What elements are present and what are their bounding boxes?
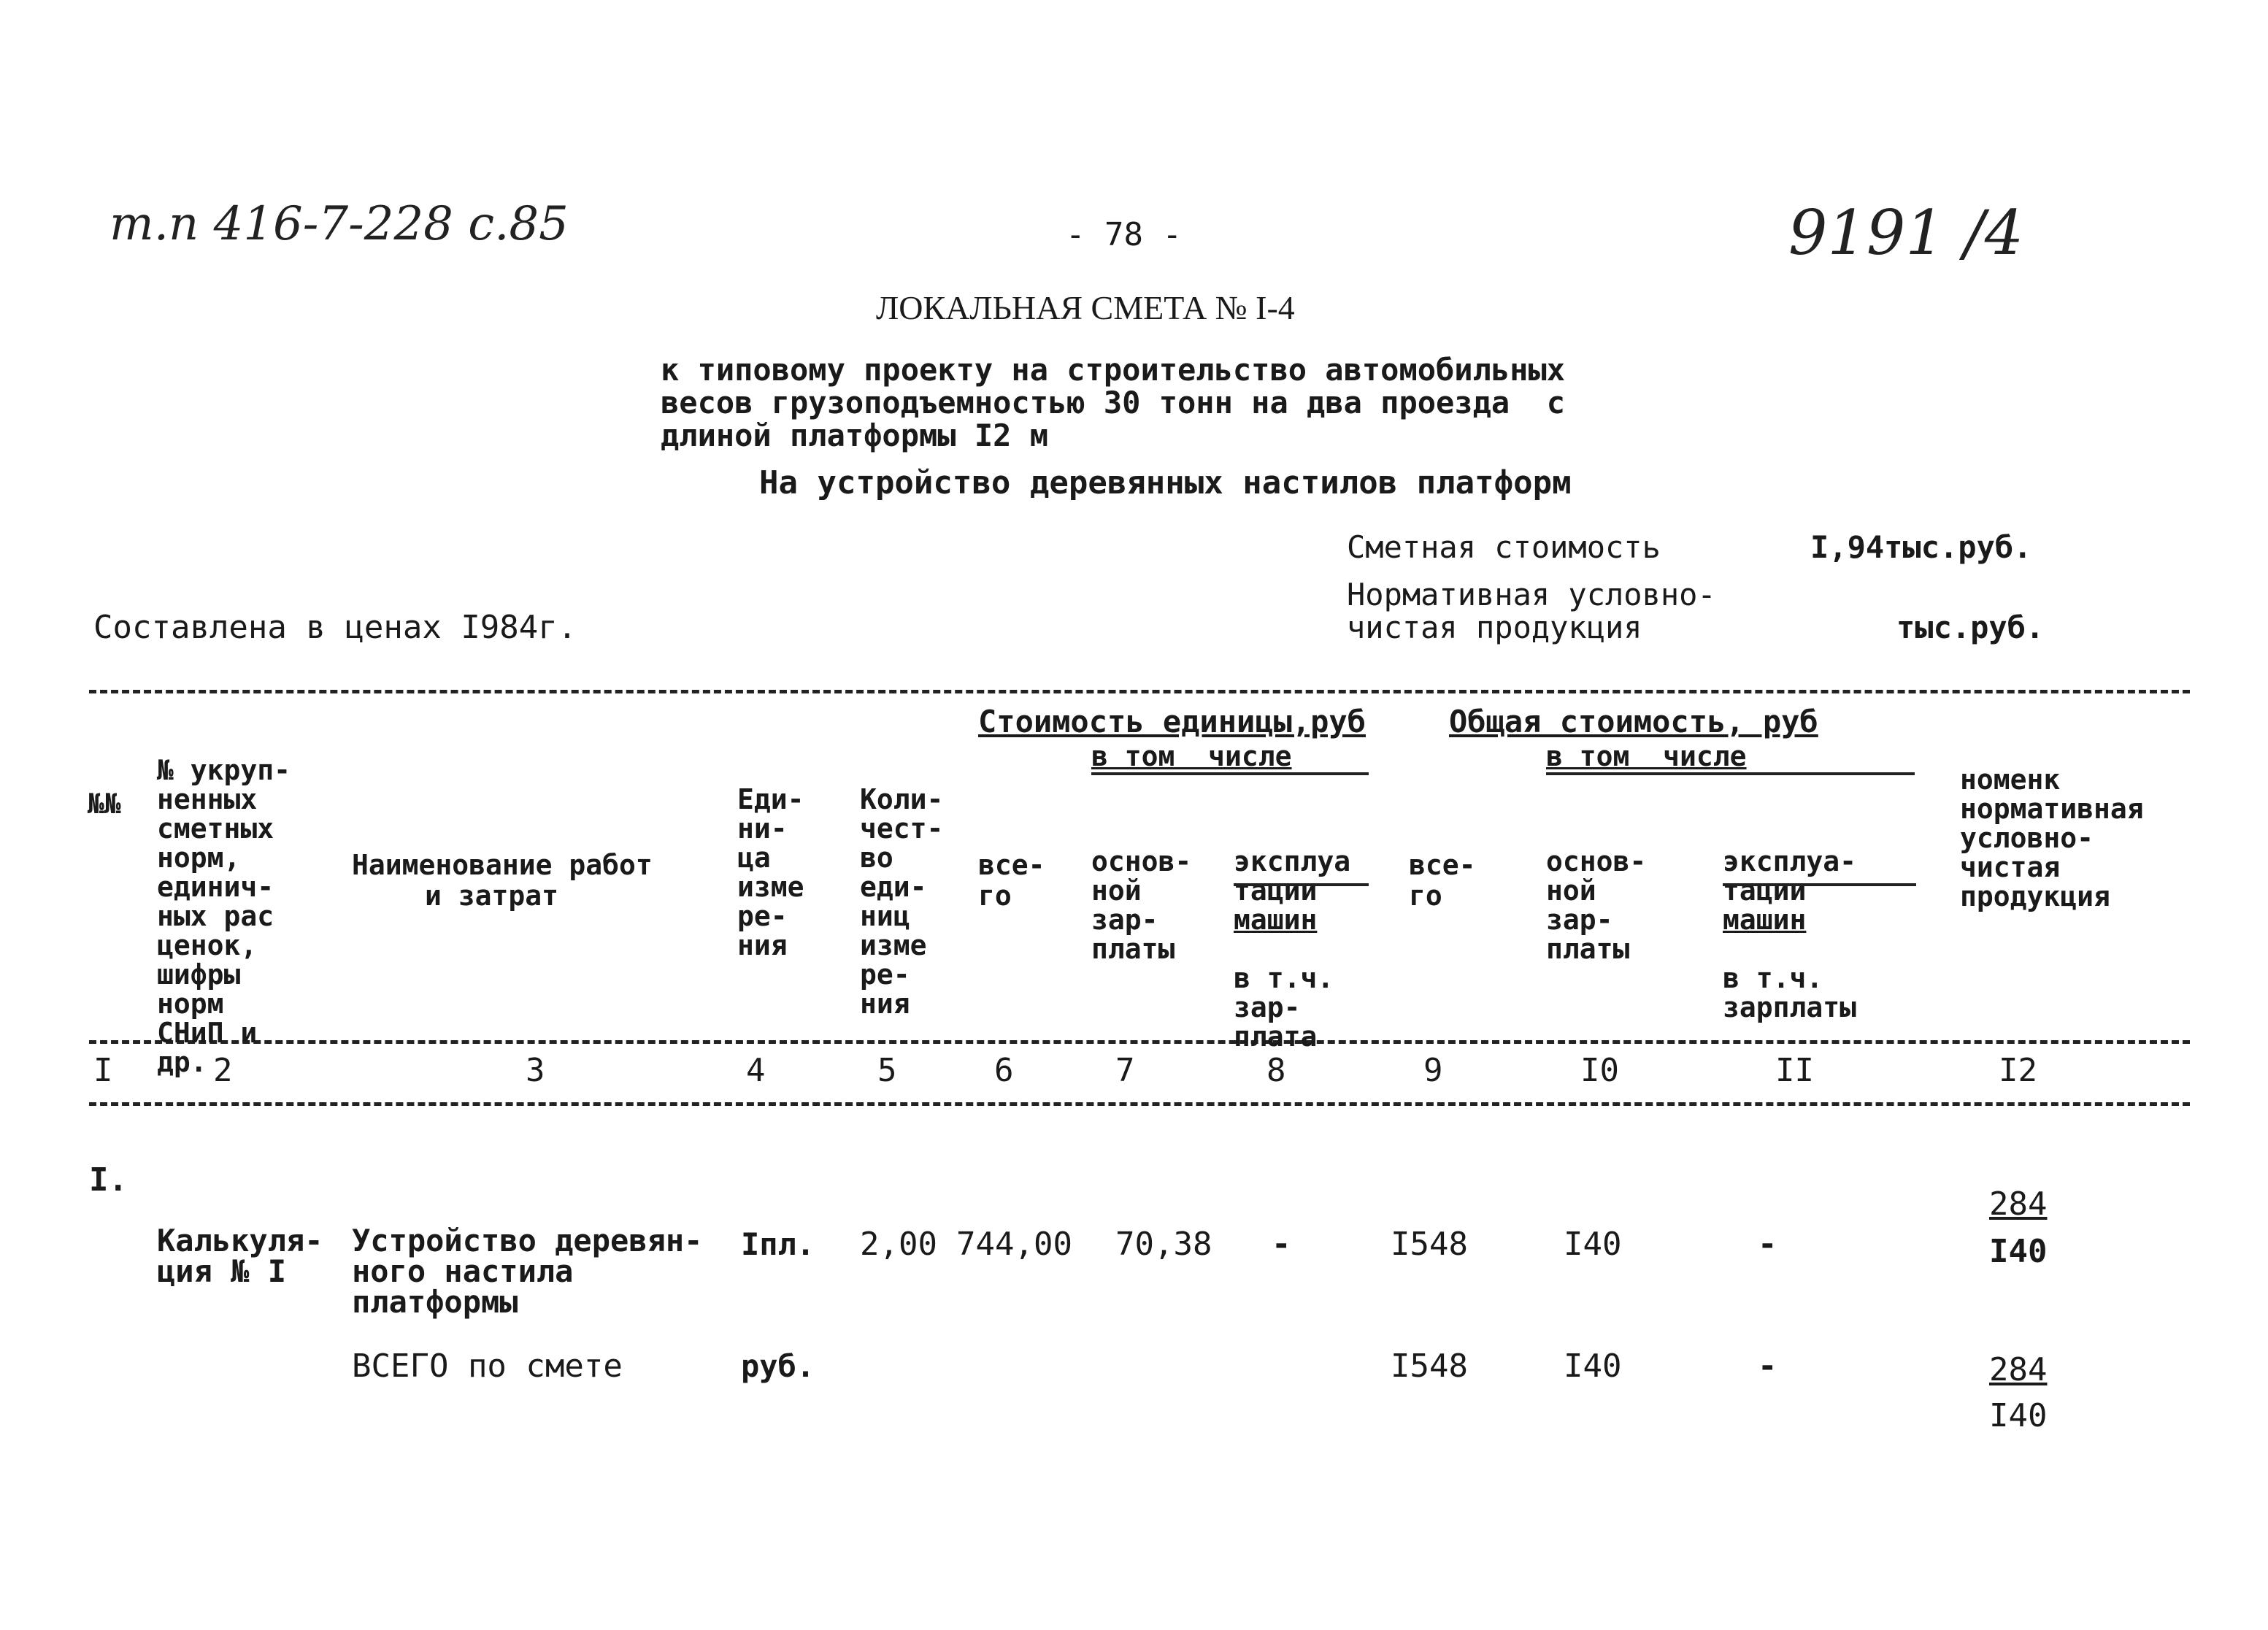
row-total-machine: - [1758, 1226, 1777, 1263]
col-3-header: Наименование работ и затрат [352, 849, 653, 912]
column-number-7: 7 [1115, 1052, 1135, 1089]
document-title: ЛОКАЛЬНАЯ СМЕТА № I-4 [876, 289, 1295, 326]
col-10-header: основ- ной зар- платы [1546, 845, 1647, 965]
col-8-header: эксплуа тации машин [1234, 845, 1351, 936]
table-top-rule [89, 690, 2190, 693]
estimated-cost-label: Сметная стоимость [1347, 529, 1661, 565]
col-8-wage-subheader: в т.ч. зар- плата [1234, 962, 1334, 1053]
col-11-wage-subheader: в т.ч. зарплаты [1723, 962, 1857, 1023]
unit-cost-incl-header: в том числе [1091, 740, 1292, 772]
row-unit-machine: - [1272, 1226, 1291, 1263]
total-cost-incl-rule [1546, 772, 1915, 775]
unit-cost-group-header: Стоимость единицы,руб [978, 704, 1366, 739]
column-numbers-bottom-rule [89, 1102, 2190, 1106]
column-number-6: 6 [994, 1052, 1014, 1089]
col-6-header: все- го [978, 849, 1045, 912]
total-row-product-bottom: I40 [1989, 1397, 2048, 1434]
col-11-machine-rule [1723, 883, 1916, 886]
normative-product-value: тыс.руб. [1896, 610, 2045, 645]
col-1-header: №№ [88, 788, 121, 820]
row-total-wage: I40 [1564, 1226, 1622, 1263]
column-number-3: 3 [526, 1052, 545, 1089]
col-12-header: номенк нормативная условно- чистая продукция [1960, 764, 2144, 912]
total-row-wage: I40 [1564, 1348, 1622, 1385]
page-number: - 78 - [1066, 216, 1182, 253]
col-2-header: № укруп- ненных сметных норм, единич- ных рас ценок, шифры норм СНиП и др. [157, 754, 291, 1078]
unit-cost-incl-rule [1091, 772, 1369, 775]
subtitle-line-1: к типовому проекту на строительство автомобильных [661, 352, 1566, 388]
row-total: I548 [1391, 1226, 1468, 1263]
total-row-unit: руб. [741, 1348, 815, 1384]
row-product-top: 284 [1989, 1185, 2048, 1223]
subtitle-line-2: весов грузоподъемностью 30 тонн на два проезда с [661, 385, 1566, 420]
row-code: Калькуля- ция № I [157, 1223, 323, 1289]
work-title: На устройство деревянных настилов платформ [759, 464, 1572, 501]
subtitle-line-3: длиной платформы I2 м [661, 418, 1049, 453]
project-code: т.п 416-7-228 с.85 [109, 197, 569, 251]
normative-product-label-1: Нормативная условно- [1347, 577, 1716, 612]
total-row-total: I548 [1391, 1348, 1468, 1385]
col-9-header: все- го [1409, 849, 1476, 912]
column-number-10: I0 [1580, 1052, 1619, 1089]
col-7-header: основ- ной зар- платы [1091, 845, 1192, 965]
column-number-8: 8 [1266, 1052, 1286, 1089]
normative-product-label-2: чистая продукция [1347, 610, 1642, 645]
row-number: I. [89, 1161, 128, 1199]
total-cost-incl-header: в том числе [1546, 740, 1747, 772]
header-bottom-rule [89, 1040, 2190, 1044]
column-number-5: 5 [877, 1052, 897, 1089]
column-number-9: 9 [1423, 1052, 1443, 1089]
row-product-bottom: I40 [1989, 1233, 2048, 1270]
column-number-12: I2 [1999, 1052, 2037, 1089]
row-unit-wage: 70,38 [1115, 1226, 1212, 1263]
col-11-header: эксплуа- тации машин [1723, 845, 1857, 936]
column-number-2: 2 [213, 1052, 233, 1089]
col-4-header: Еди- ни- ца изме ре- ния [737, 783, 804, 961]
total-cost-group-header: Общая стоимость, руб [1449, 704, 1818, 739]
total-row-label: ВСЕГО по смете [352, 1348, 623, 1385]
column-number-4: 4 [746, 1052, 766, 1089]
total-row-machine: - [1758, 1348, 1777, 1385]
column-number-11: II [1775, 1052, 1814, 1089]
row-unit-total: 744,00 [956, 1226, 1072, 1263]
row-work-name: Устройство деревян- ного настила платформы [352, 1223, 703, 1320]
estimated-cost-value: I,94тыс.руб. [1810, 529, 2032, 565]
prices-note: Составлена в ценах I984г. [93, 609, 577, 646]
row-quantity: 2,00 [860, 1226, 937, 1263]
total-row-product-top: 284 [1989, 1351, 2048, 1388]
column-number-1: I [93, 1052, 113, 1089]
archive-number: 9191 /4 [1788, 197, 2024, 269]
col-5-header: Коли- чест- во еди- ниц изме ре- ния [860, 783, 944, 1020]
col-8-machine-rule [1234, 883, 1369, 886]
row-unit: Iпл. [741, 1226, 815, 1262]
